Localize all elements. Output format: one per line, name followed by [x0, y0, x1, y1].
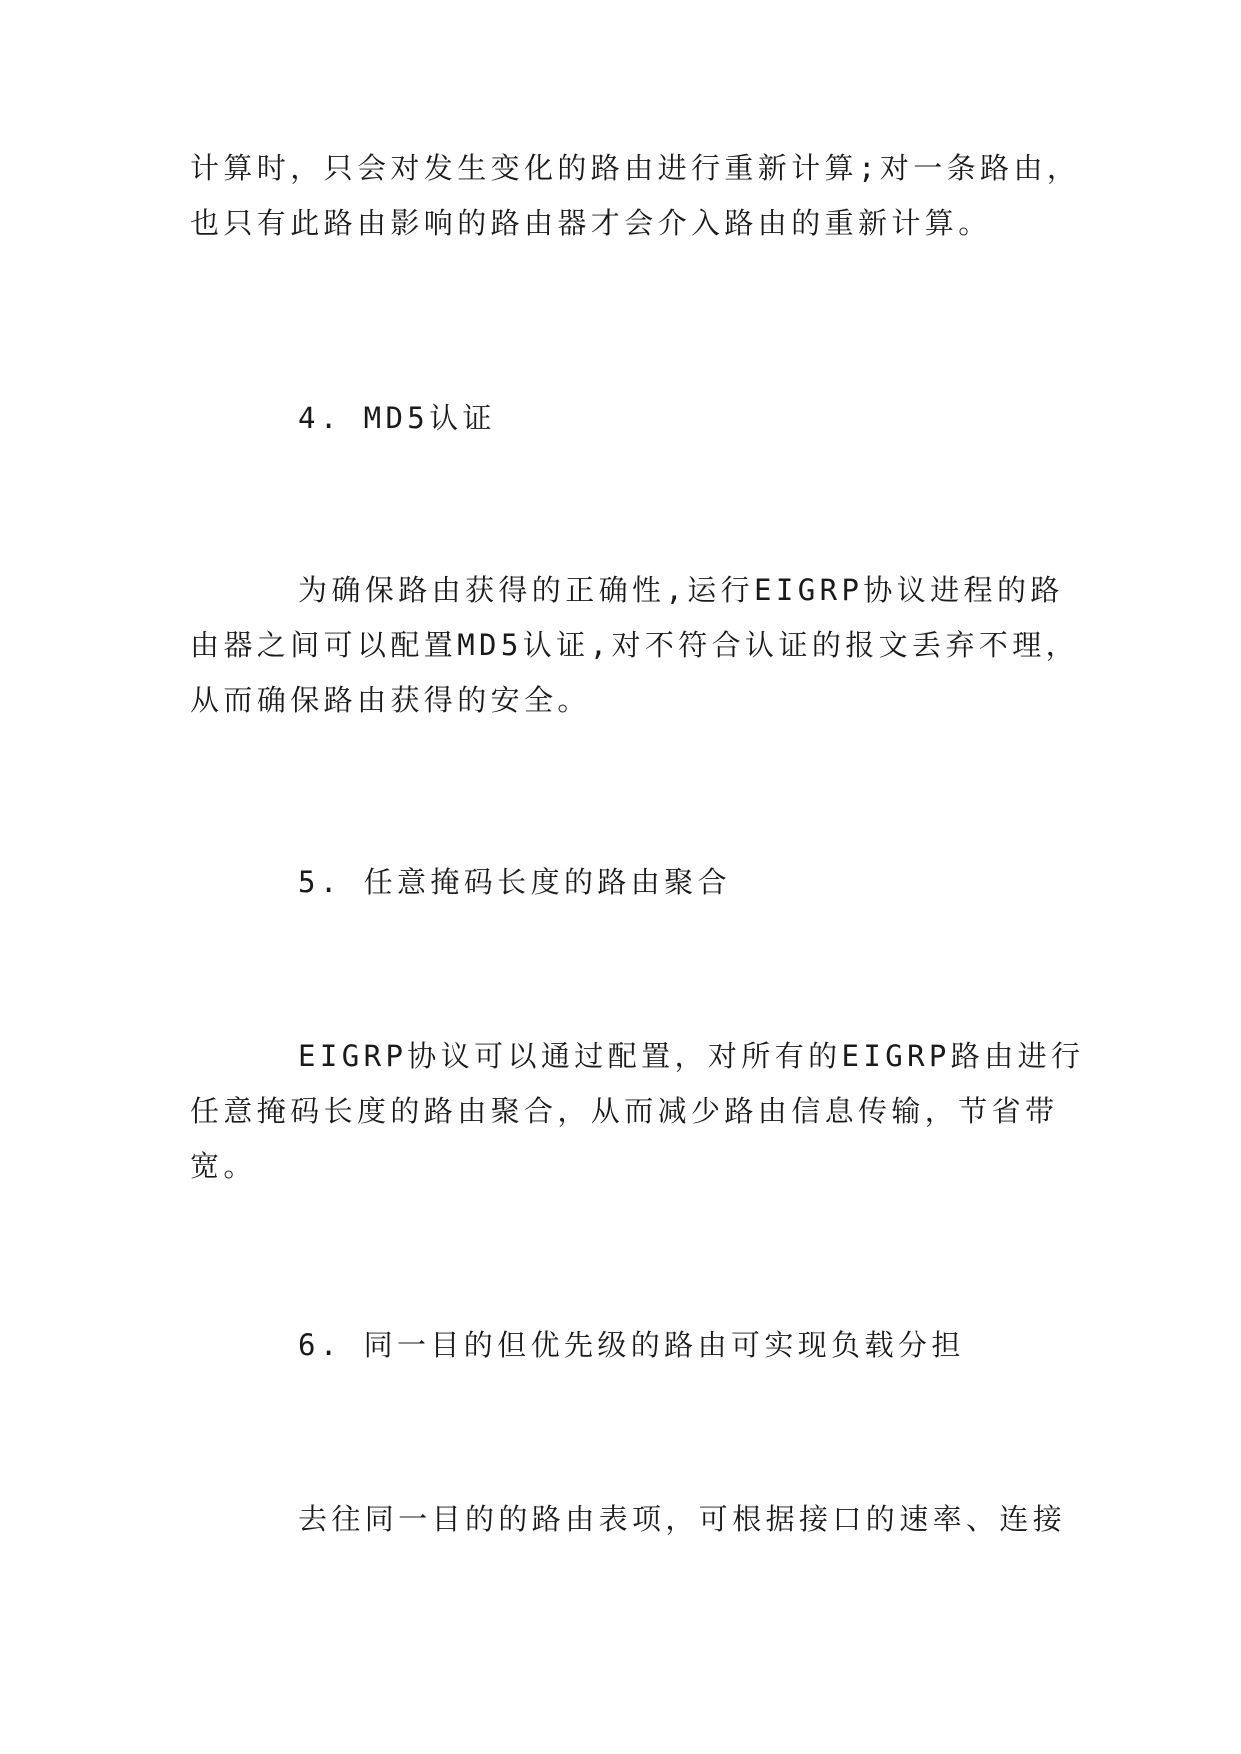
paragraph-3-line-1: EIGRP协议可以通过配置，对所有的EIGRP路由进行 [298, 1039, 1085, 1073]
section-heading-6: 6. 同一目的但优先级的路由可实现负载分担 [298, 1328, 965, 1362]
paragraph-2-line-1: 为确保路由获得的正确性,运行EIGRP协议进程的路 [298, 573, 1064, 607]
paragraph-2-line-3: 从而确保路由获得的安全。 [190, 683, 591, 717]
paragraph-2-line-2: 由器之间可以配置MD5认证,对不符合认证的报文丢弃不理， [190, 628, 1080, 662]
paragraph-1-line-2: 也只有此路由影响的路由器才会介入路由的重新计算。 [190, 206, 992, 240]
paragraph-4-line-1: 去往同一目的的路由表项，可根据接口的速率、连接 [298, 1502, 1067, 1536]
paragraph-3-line-3: 宽。 [190, 1149, 257, 1183]
paragraph-1-line-1: 计算时，只会对发生变化的路由进行重新计算;对一条路由， [190, 151, 1081, 185]
section-heading-5: 5. 任意掩码长度的路由聚合 [298, 865, 731, 899]
section-heading-4: 4. MD5认证 [298, 401, 496, 435]
paragraph-3-line-2: 任意掩码长度的路由聚合，从而减少路由信息传输，节省带 [190, 1094, 1059, 1128]
